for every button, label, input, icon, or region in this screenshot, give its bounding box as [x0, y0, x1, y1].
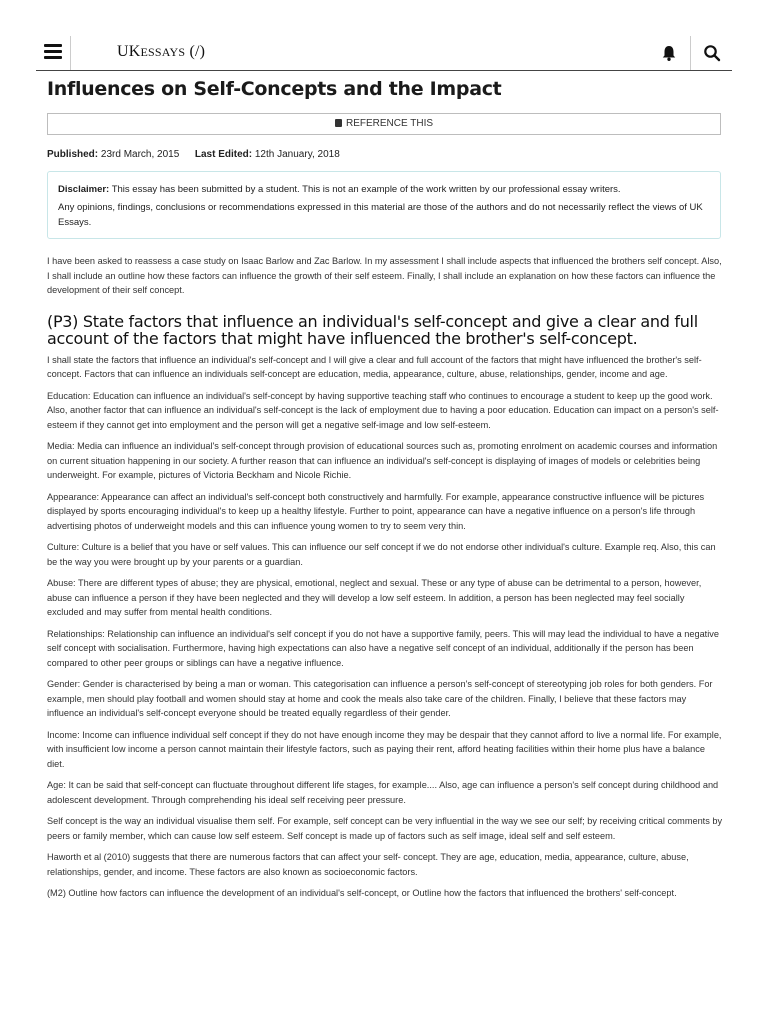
- body-paragraph: (M2) Outline how factors can influence the development of an individual's self-concept, or Outline how the factors that influenced the brothers' self-concept.: [47, 888, 677, 898]
- body-paragraph: Culture: Culture is a belief that you have or self values. This can influence our self concept if we do not endorse other individual's culture. Example req. Also, this can be the way you were brought up by your parents or a guardian.: [47, 542, 716, 567]
- header-divider: [690, 36, 691, 70]
- site-logo[interactable]: UKESSAYS (/): [117, 43, 206, 60]
- body-paragraph: Appearance: Appearance can affect an individual's self-concept both constructively and harmfully. For example, appearance constructive influence will be pictures displayed by sports encouraging individual's to keep up a healthy lifestyle. Further to point, appearance can have a negative influence on a person's life through advertising photos of underweight models and this can influence young women to try to seem very thin.: [47, 491, 705, 531]
- last-edited-date: 12th January, 2018: [254, 149, 340, 160]
- article-meta: [47, 149, 340, 160]
- article-body: [47, 254, 723, 908]
- hamburger-menu-icon[interactable]: [44, 44, 62, 60]
- disclaimer-note: Any opinions, findings, conclusions or recommendations expressed in this material are those of the authors and do not necessarily reflect the views of UK Essays.: [58, 202, 703, 228]
- published-date: 23rd March, 2015: [100, 149, 180, 160]
- body-paragraph: Self concept is the way an individual visualise them self. For example, self concept can be very influential in the way we see our self; by receiving critical comments by peers or family member, which can cause low self esteem. Self concept is made up of factors such as self image, ideal self and self esteem.: [47, 816, 723, 841]
- disclaimer-text: This essay has been submitted by a student. This is not an example of the work written by our professional essay writers.: [111, 184, 621, 195]
- reference-this-label: REFERENCE THIS: [345, 118, 434, 129]
- body-paragraph: Gender: Gender is characterised by being a man or woman. This categorisation can influence a person's self-concept of stereotyping job roles for both genders. For example, men should play football and women should stay at home and cook the meals also take care of the children. Finally, I believe that these factors may influence an individual's self-concept everyone should be treated equally regardless of their gender.: [47, 679, 713, 718]
- search-icon[interactable]: [703, 44, 721, 62]
- top-navigation-bar: [36, 36, 732, 71]
- disclaimer-label: Disclaimer:: [58, 184, 110, 195]
- body-paragraph: Haworth et al (2010) suggests that there are numerous factors that can affect your self- concept. They are age, education, media, appearance, culture, abuse, relationships, gender, and income. These factors are also known as socioeconomic factors.: [47, 852, 689, 877]
- disclaimer-box: [47, 171, 721, 239]
- body-paragraph: Age: It can be said that self-concept can fluctuate throughout different life stages, for example.... Also, age can influence a person's self concept during childhood and adolescent development. Through comprehending his ideal self receiving peer pressure.: [47, 780, 719, 805]
- body-paragraph: Media: Media can influence an individual's self-concept through provision of educational sources such as, promoting enrolment on academic courses and information on current situation happening in our society. A further reason that can influence an individual's self-concept is displaying of images of models or celebrities being underweight. For example, pictures of Victoria Beckham and Nicole Richie.: [47, 441, 718, 480]
- section-heading: (P3) State factors that influence an individual's self-concept and give a clear and full account of the factors that might have influenced the brother's self-concept.: [47, 311, 698, 348]
- article-title: Influences on Self-Concepts and the Impact: [47, 78, 502, 100]
- body-paragraph: Education: Education can influence an individual's self-concept by having supportive teaching staff who continues to encourage a student to keep up the good work. Also, another factor that can influence an individual's self-concept is the lack of employment due to having a poor education. Education can impact on a person's self-esteem if they cannot get into employment and the person will get a negative self-image and low self-esteem.: [47, 390, 719, 430]
- published-label: Published:: [47, 149, 99, 160]
- body-paragraph: I shall state the factors that influence an individual's self-concept and I will give a clear and full account of the factors that might have influenced the brother's self-concept. Factors that can influence an individuals self-concept are education, media, appearance, culture, abuse, relationships, gender, income and age.: [47, 354, 702, 379]
- book-icon: [335, 119, 342, 127]
- header-divider: [70, 36, 71, 70]
- reference-this-button[interactable]: [47, 113, 721, 135]
- body-paragraph: Abuse: There are different types of abuse; they are physical, emotional, neglect and sexual. These or any type of abuse can be detrimental to a person, however, abuse can influence a person if they have been neglected and they will develop a low self esteem. In addition, a person has been neglected may feel socially excluded and may suffer from mental health conditions.: [47, 578, 702, 617]
- body-paragraph: Relationships: Relationship can influence an individual's self concept if you do not have a supportive family, peers. This will may lead the individual to have a negative self concept with socialisation. Furthermore, having high expectations can also have a negative self concept of an individual, additionally if the person has been compared to other peer groups or siblings can have a negative influence.: [47, 628, 719, 668]
- body-paragraph: Income: Income can influence individual self concept if they do not have enough income they may be despair that they cannot afford to live a normal life. For example, with insufficient low income a person cannot maintain their lifestyle factors, such as paying their rent, afford heating facilities within their home plus have a balance diet.: [47, 729, 722, 769]
- intro-paragraph: I have been asked to reassess a case study on Isaac Barlow and Zac Barlow. In my assessment I shall include aspects that influenced the brothers self concept. Also, I shall include an outline how these factors can influence the growth of their self esteem. Finally, I shall include an explanation on how these factors can influence the development of their self concept.: [47, 256, 722, 295]
- notification-bell-icon[interactable]: [660, 44, 678, 62]
- last-edited-label: Last Edited:: [194, 149, 253, 160]
